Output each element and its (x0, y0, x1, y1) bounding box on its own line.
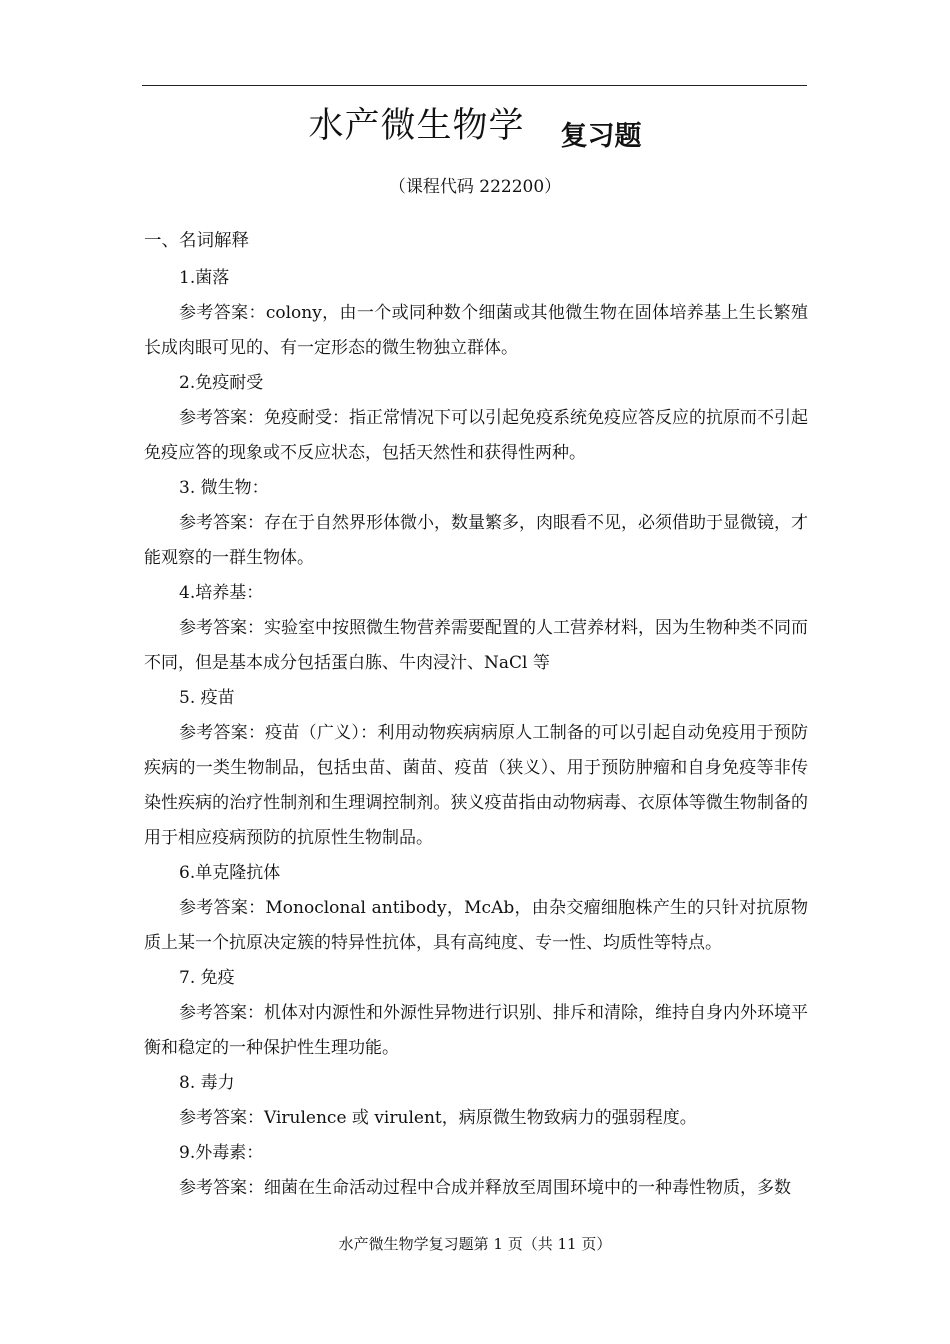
answer-3: 参考答案：存在于自然界形体微小，数量繁多，肉眼看不见，必须借助于显微镜，才能观察的一群生物体。 (144, 513, 808, 568)
term-3: 3. 微生物： (179, 478, 269, 498)
answer-6: 参考答案：Monoclonal antibody，McAb，由杂交瘤细胞株产生的只针对抗原物质上某一个抗原决定簇的特异性抗体，具有高纯度、专一性、均质性等特点。 (144, 898, 808, 953)
term-5: 5. 疫苗 (179, 688, 235, 708)
term-8: 8. 毒力 (179, 1073, 235, 1093)
page-footer: 水产微生物学复习题第 1 页（共 11 页） (338, 1235, 612, 1253)
answer-7: 参考答案：机体对内源性和外源性异物进行识别、排斥和清除，维持自身内外环境平衡和稳定的一种保护性生理功能。 (144, 1003, 808, 1058)
term-6: 6.单克隆抗体 (179, 863, 281, 883)
term-9: 9.外毒素： (179, 1143, 264, 1163)
course-code: （课程代码 222200） (388, 177, 562, 197)
term-2: 2.免疫耐受 (179, 373, 264, 393)
section-heading: 一、名词解释 (144, 231, 249, 251)
answer-8: 参考答案：Virulence 或 virulent，病原微生物致病力的强弱程度。 (179, 1108, 697, 1128)
term-4: 4.培养基： (179, 583, 264, 603)
title-sub: 复习题 (560, 121, 642, 152)
document-body (144, 226, 808, 1206)
answer-5: 参考答案：疫苗（广义）：利用动物疾病病原人工制备的可以引起自动免疫用于预防疾病的一类生物制品，包括虫苗、菌苗、疫苗（狭义）、用于预防肿瘤和自身免疫等非传染性疾病的治疗性制剂和生理调控制剂。狭义疫苗指由动物病毒、衣原体等微生物制备的用于相应疫病预防的抗原性生物制品。 (144, 723, 808, 848)
answer-4: 参考答案：实验室中按照微生物营养需要配置的人工营养材料，因为生物种类不同而不同，但是基本成分包括蛋白胨、牛肉浸汁、NaCl 等 (144, 618, 808, 673)
document-title (0, 98, 950, 152)
term-1: 1.菌落 (179, 268, 230, 288)
answer-1: 参考答案：colony，由一个或同种数个细菌或其他微生物在固体培养基上生长繁殖长成肉眼可见的、有一定形态的微生物独立群体。 (144, 303, 808, 358)
title-main: 水产微生物学 (308, 106, 525, 146)
answer-2: 参考答案：免疫耐受：指正常情况下可以引起免疫系统免疫应答反应的抗原而不引起免疫应答的现象或不反应状态，包括天然性和获得性两种。 (144, 408, 808, 463)
answer-9: 参考答案：细菌在生命活动过程中合成并释放至周围环境中的一种毒性物质，多数 (179, 1178, 791, 1198)
term-7: 7. 免疫 (179, 968, 235, 988)
header-rule (142, 85, 807, 86)
